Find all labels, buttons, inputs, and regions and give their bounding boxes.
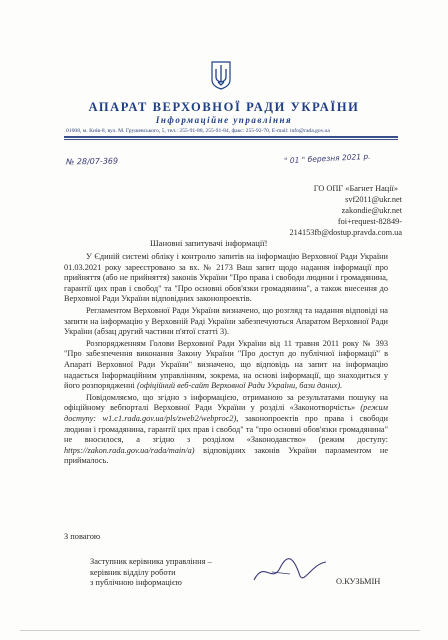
page-edge-line bbox=[20, 630, 420, 631]
paragraph-2: Регламентом Верховної Ради України визначено, що розгляд та надання відповіді на запити на інформацію у Верховній Раді України забезпечуються Апаратом Верховної Ради України (абзац другий частини п'ятої статті 3). bbox=[64, 305, 388, 337]
signer-title bbox=[90, 557, 250, 589]
recipient-block bbox=[262, 183, 402, 238]
recipient-email-2: zakondie@ukr.net bbox=[341, 206, 402, 215]
paragraph-4-text-a: Повідомляємо, що згідно з інформацією, отриманою за результатами пошуку на офіційному вебпорталі Верховної Ради України у розділі «Законотворчість» bbox=[64, 392, 388, 413]
signer-name: О.КУЗЬМІН bbox=[336, 577, 381, 586]
paragraph-4-access: (режим доступу: w1.c1.rada.gov.ua/pls/zweb2/webproc2), bbox=[64, 403, 388, 423]
recipient-org: ГО ОПГ «Багнет Нації» bbox=[313, 184, 398, 193]
registration-date: " 01 " березня 2021 р. bbox=[283, 151, 371, 166]
recipient-email-3: foi+request-82849-214153fb@dostup.pravda.com.ua bbox=[289, 217, 402, 237]
greeting: Шановні запитувачі інформації! bbox=[150, 238, 268, 248]
paragraph-3-italic: (офіційний веб-сайт Верховної Ради України, бази даних). bbox=[136, 381, 343, 391]
header-rule-thin bbox=[64, 139, 398, 140]
letter-body bbox=[64, 252, 388, 468]
recipient-email-1: svf2011@ukr.net bbox=[345, 195, 402, 204]
paragraph-3-text: Розпорядженням Голови Верховної Ради України від 11 травня 2011 року № 393 "Про забезпечення виконання Закону України "Про доступ до публічної інформації" в Апараті Верховної Ради України" визначено, що відповідь на запит на інформацію надається Інформаційним управлінням, зокрема, на основі інформації, що знаходиться у його розпорядженні bbox=[64, 338, 388, 391]
trident-emblem-icon bbox=[210, 60, 232, 90]
paragraph-3 bbox=[64, 339, 388, 392]
paragraph-1: У Єдиній системі обліку і контролю запитів на інформацію Верховної Ради України 01.03.2021 року зареєстровано за вх. № 2173 Ваш запит щодо надання інформації про прийняття (або не прийняття) законів України "Про права і свободи людини і громадянина, гарантії цих прав і свобод" та "Про основні обов'язки громадянина", а також внесення до Верховної Ради України відповідних законопроектів. bbox=[64, 252, 388, 304]
paragraph-4-url: https://zakon.rada.gov.ua/rada/main/a) bbox=[64, 445, 195, 455]
signer-line-2: керівник відділу роботи bbox=[90, 567, 176, 577]
org-subtitle: Інформаційне управління bbox=[155, 115, 293, 125]
signer-line-3: з публічною інформацією bbox=[90, 578, 182, 587]
paragraph-4-text-c: законопроектів про права і свободи людини і громадянина, гарантії цих прав і свобод" та "про основні обов'язки громадянина" не вносилося, а згідно з розділом «Законодавство» (режим доступу: bbox=[64, 413, 388, 445]
handwritten-signature bbox=[250, 554, 330, 590]
signer-line-1: Заступник керівника управління – bbox=[90, 557, 212, 566]
paragraph-4 bbox=[64, 393, 388, 467]
closing: З повагою bbox=[64, 532, 101, 541]
org-title: АПАРАТ ВЕРХОВНОЇ РАДИ УКРАЇНИ bbox=[88, 100, 360, 114]
header-rule bbox=[64, 136, 398, 138]
registration-number: № 28/07-369 bbox=[65, 156, 119, 167]
paragraph-4-text-e: відповідних законів України парламентом не приймалось. bbox=[64, 445, 388, 466]
org-address: 01008, м. Київ-8, вул. М. Грушевського, 5, тел.: 255-91-88, 255-91-84, факс: 255-92-70, E-mail: info@rada.gov.ua bbox=[66, 128, 330, 134]
